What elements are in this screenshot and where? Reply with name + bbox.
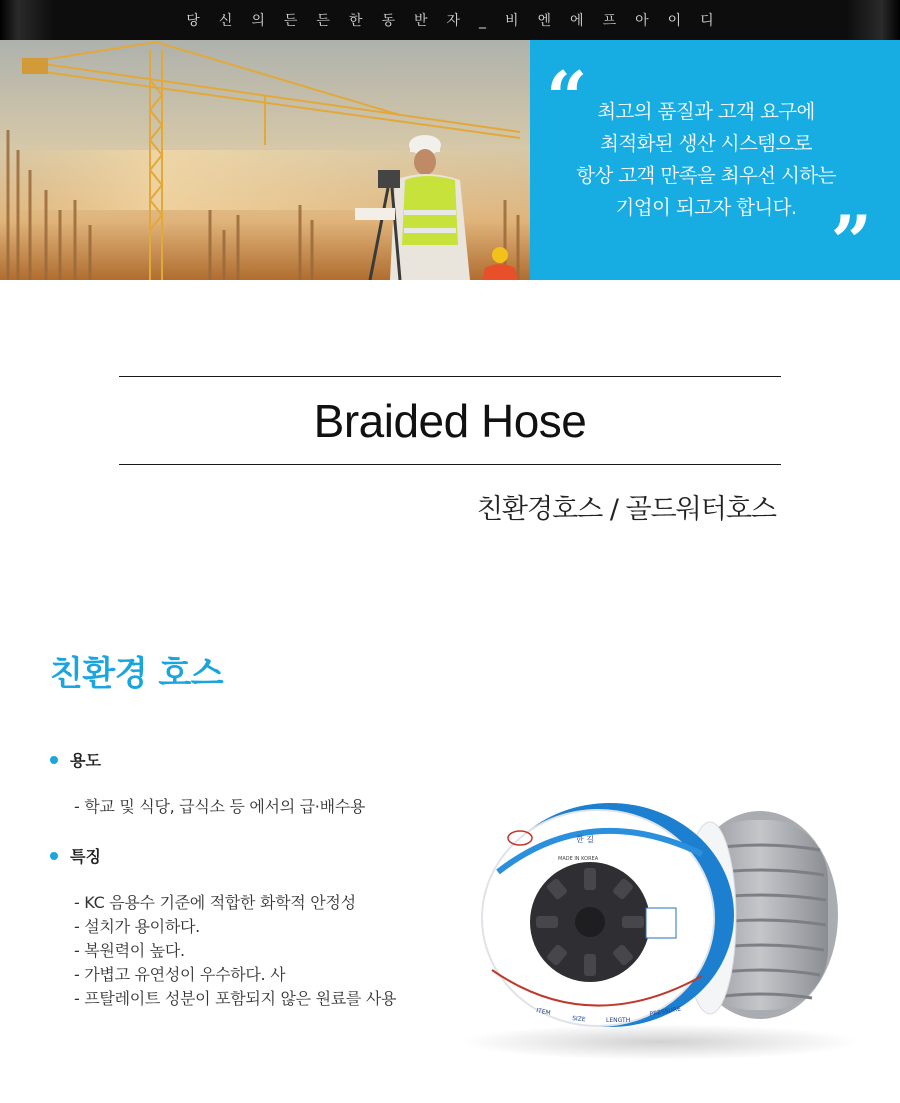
mission-statement (530, 96, 882, 224)
title-top-divider (119, 376, 781, 377)
feature-item: - 설치가 용이하다. (74, 917, 200, 936)
construction-scene-image (0, 40, 530, 280)
bullet-dot-icon (50, 852, 58, 860)
reel-col-item: ITEM (535, 1007, 552, 1017)
feature-item: - 프탈레이트 성분이 포함되지 않은 원료를 사용 (74, 989, 397, 1008)
company-tagline: 당신의든든한동반자_비엔에프아이디 (186, 13, 733, 29)
mission-line: 기업이 되고자 합니다. (615, 196, 797, 219)
reel-made-in-text: MADE IN KOREA (558, 856, 599, 862)
close-quote-icon: ” (830, 199, 872, 284)
reel-col-size: SIZE (571, 1015, 586, 1024)
product-subtitle: 친환경호스 / 골드워터호스 (476, 494, 776, 525)
hose-reels-image (440, 780, 880, 1070)
top-tagline-bar (0, 0, 900, 40)
product-title: Braided Hose (313, 395, 587, 447)
mission-line: 최적화된 생산 시스템으로 (600, 132, 812, 155)
usage-list (74, 795, 365, 819)
hose-reels-illustration (440, 780, 880, 1070)
hero-banner (0, 40, 900, 284)
construction-photo (0, 40, 530, 280)
reel-col-pressure: PRESSURE (649, 1005, 682, 1018)
section-title: 친환경 호스 (50, 654, 224, 694)
usage-heading-label: 용도 (70, 751, 101, 770)
mission-line: 항상 고객 만족을 최우선 시하는 (576, 164, 836, 187)
title-bottom-divider (119, 464, 781, 465)
reel-brand-text: 한 길 (576, 835, 594, 844)
mission-line: 최고의 품질과 고객 요구에 (597, 100, 815, 123)
reel-col-length: LENGTH (606, 1017, 631, 1024)
feature-item: - 가볍고 유연성이 우수하다. 사 (74, 965, 286, 984)
usage-item: - 학교 및 식당, 급식소 등 에서의 급·배수용 (74, 797, 366, 816)
feature-heading (50, 844, 101, 867)
feature-list (74, 891, 396, 1011)
feature-item: - 복원력이 높다. (74, 941, 185, 960)
mission-quote-panel (530, 40, 900, 284)
feature-item: - KC 음용수 기준에 적합한 화학적 안정성 (74, 893, 356, 912)
usage-heading (50, 748, 101, 771)
open-quote-icon: “ (546, 55, 588, 140)
bullet-dot-icon (50, 756, 58, 764)
feature-heading-label: 특징 (70, 847, 101, 866)
